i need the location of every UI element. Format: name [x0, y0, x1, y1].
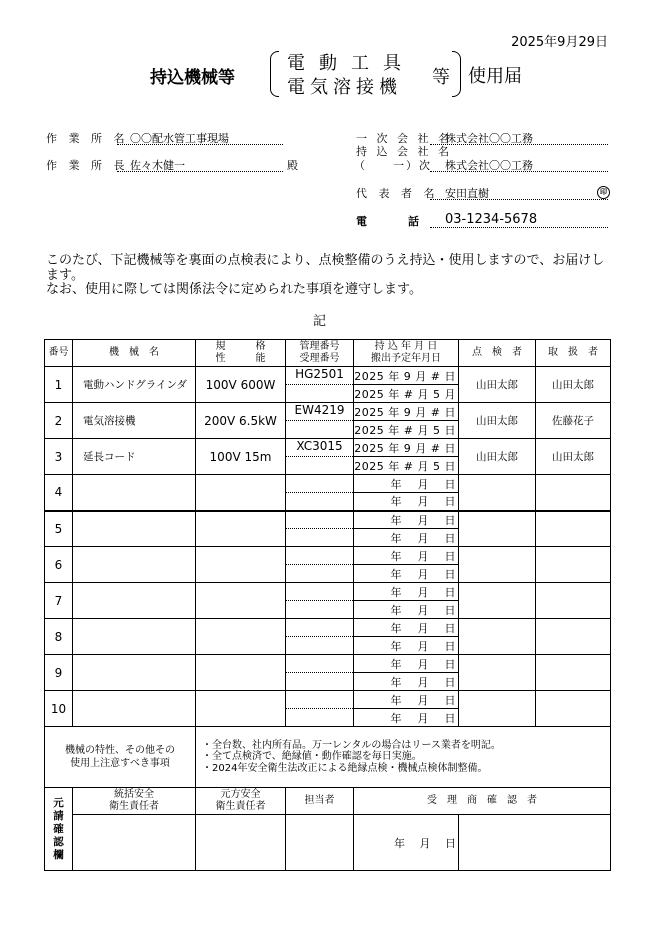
- spec-cell[interactable]: [196, 583, 286, 619]
- row-number: 3: [45, 439, 73, 475]
- site-name-label: 作 業 所 名: [46, 132, 129, 145]
- staff-cell[interactable]: [286, 815, 354, 871]
- receiver-date-cell[interactable]: 年 月 日: [354, 815, 459, 871]
- removal-date-cell[interactable]: 2025 年 # 月 5 日: [354, 457, 459, 475]
- row-number: 1: [45, 367, 73, 403]
- inspector-cell[interactable]: [459, 511, 536, 547]
- submission-date: 2025年9月29日: [511, 35, 608, 50]
- header-spec-line2: 性 能: [215, 353, 266, 364]
- header-name: 機 械 名: [73, 340, 196, 367]
- receipt-number-cell[interactable]: [286, 601, 354, 619]
- machine-name-cell[interactable]: 延長コード: [73, 439, 196, 475]
- statement: [46, 254, 611, 298]
- machine-name-cell[interactable]: [73, 655, 196, 691]
- handler-cell[interactable]: 山田太郎: [536, 439, 611, 475]
- header-spec: [196, 340, 286, 367]
- receipt-number-cell[interactable]: [286, 529, 354, 547]
- bringing-company-value[interactable]: 株式会社〇〇工務: [445, 159, 533, 172]
- spec-cell[interactable]: [196, 655, 286, 691]
- removal-date-cell[interactable]: 年 月 日: [354, 709, 459, 727]
- general-line1: 統括安全: [114, 789, 154, 800]
- bring-in-date-cell[interactable]: 年 月 日: [354, 655, 459, 673]
- prime-safety-manager-cell[interactable]: [196, 815, 286, 871]
- table-header-row: [45, 340, 611, 367]
- site-name-underline: [117, 144, 283, 145]
- removal-date-cell[interactable]: 年 月 日: [354, 601, 459, 619]
- primary-company-label: 一 次 会 社 名: [356, 132, 452, 145]
- bring-in-date-cell[interactable]: 2025 年 9 月 # 日: [354, 367, 459, 385]
- equipment-table: [44, 339, 611, 871]
- table-row: [45, 655, 611, 673]
- management-number-cell[interactable]: [286, 655, 354, 673]
- spec-cell[interactable]: [196, 547, 286, 583]
- statement-line2: なお、使用に際しては関係法令に定められた事項を遵守します。: [46, 282, 422, 297]
- bring-in-date-cell[interactable]: 年 月 日: [354, 547, 459, 565]
- confirm-header-row: [45, 788, 611, 815]
- primary-company-value[interactable]: 株式会社〇〇工務: [445, 132, 533, 145]
- site-manager-label: 作 業 所 長: [46, 159, 129, 172]
- prime-line1: 元方安全: [220, 789, 261, 800]
- row-number: 5: [45, 511, 73, 547]
- title-prefix: 持込機械等: [150, 68, 235, 88]
- notes-label-line2: 使用上注意すべき事項: [70, 758, 170, 769]
- row-number: 2: [45, 403, 73, 439]
- notes-label-line1: 機械の特性、その他その: [65, 745, 175, 756]
- phone-underline: [430, 227, 608, 228]
- prime-line2: 衛生責任者: [215, 801, 266, 812]
- machine-name-cell[interactable]: 電動ハンドグラインダ: [73, 367, 196, 403]
- bring-in-date-cell[interactable]: 年 月 日: [354, 619, 459, 637]
- staff-header: 担当者: [286, 788, 354, 815]
- site-name-value[interactable]: 〇〇配水管工事現場: [130, 132, 229, 145]
- row-number: 8: [45, 619, 73, 655]
- removal-date-cell[interactable]: 年 月 日: [354, 493, 459, 511]
- receipt-number-cell[interactable]: [286, 673, 354, 691]
- handler-cell[interactable]: [536, 547, 611, 583]
- inspector-cell[interactable]: [459, 583, 536, 619]
- receiver-header: 受 理 商 確 認 者: [354, 788, 611, 815]
- general-line2: 衛生責任者: [109, 801, 159, 812]
- receipt-number-cell[interactable]: [286, 493, 354, 511]
- table-row: [45, 691, 611, 709]
- receiver-signature-cell[interactable]: [459, 815, 611, 871]
- site-manager-value[interactable]: 佐々木健一: [130, 159, 185, 172]
- handler-cell[interactable]: [536, 511, 611, 547]
- table-row: [45, 475, 611, 493]
- inspector-cell[interactable]: [459, 547, 536, 583]
- inspector-cell[interactable]: [459, 691, 536, 727]
- header-mgmt-line1: 管理番号: [299, 341, 340, 352]
- row-number: 10: [45, 691, 73, 727]
- row-number: 7: [45, 583, 73, 619]
- handler-cell[interactable]: [536, 655, 611, 691]
- machine-name-cell[interactable]: [73, 547, 196, 583]
- inspector-cell[interactable]: 山田太郎: [459, 367, 536, 403]
- machine-name-cell[interactable]: [73, 691, 196, 727]
- table-row: [45, 583, 611, 601]
- table-row: [45, 511, 611, 529]
- header-no: 番号: [45, 340, 73, 367]
- header-handler: 取 扱 者: [536, 340, 611, 367]
- general-safety-manager-header: [73, 788, 196, 815]
- ki-heading: 記: [313, 314, 327, 329]
- handler-cell[interactable]: [536, 619, 611, 655]
- inspector-cell[interactable]: [459, 655, 536, 691]
- row-number: 4: [45, 475, 73, 511]
- management-number-cell[interactable]: EW4219: [286, 403, 354, 421]
- management-number-cell[interactable]: XC3015: [286, 439, 354, 457]
- spec-cell[interactable]: 100V 600W: [196, 367, 286, 403]
- phone-label: 電 話: [356, 215, 421, 228]
- removal-date-cell[interactable]: 年 月 日: [354, 637, 459, 655]
- row-number: 9: [45, 655, 73, 691]
- row-number: 6: [45, 547, 73, 583]
- table-row: [45, 619, 611, 637]
- left-bracket: [270, 51, 279, 97]
- removal-date-cell[interactable]: 年 月 日: [354, 673, 459, 691]
- honorific: 殿: [287, 159, 298, 172]
- bring-in-date-cell[interactable]: 2025 年 9 月 # 日: [354, 403, 459, 421]
- bring-in-date-cell[interactable]: 年 月 日: [354, 511, 459, 529]
- removal-date-cell[interactable]: 年 月 日: [354, 529, 459, 547]
- removal-date-cell[interactable]: 年 月 日: [354, 565, 459, 583]
- representative-underline: [430, 199, 608, 200]
- note-item: ・2024年安全衛生法改正による絶縁点検・機械点検体制整備。: [202, 762, 488, 774]
- header-mgmt: [286, 340, 354, 367]
- note-item: ・全台数、社内所有品。万一レンタルの場合はリース業者を明記。: [202, 739, 501, 751]
- handler-cell[interactable]: 山田太郎: [536, 367, 611, 403]
- management-number-cell[interactable]: [286, 691, 354, 709]
- notes-content[interactable]: [196, 727, 611, 788]
- seal-icon: 印: [597, 186, 610, 199]
- site-manager-underline: [117, 171, 283, 172]
- machine-name-cell[interactable]: [73, 511, 196, 547]
- machine-name-cell[interactable]: [73, 475, 196, 511]
- header-mgmt-line2: 受理番号: [299, 353, 340, 364]
- representative-label: 代 表 者 名: [356, 187, 439, 200]
- inspector-cell[interactable]: 山田太郎: [459, 439, 536, 475]
- management-number-cell[interactable]: HG2501: [286, 367, 354, 385]
- bring-in-date-cell[interactable]: 2025 年 9 月 # 日: [354, 439, 459, 457]
- right-bracket: [452, 51, 461, 97]
- receipt-number-cell[interactable]: [286, 565, 354, 583]
- prime-safety-manager-header: [196, 788, 286, 815]
- confirm-section-label: 元請確認欄: [53, 796, 64, 861]
- management-number-cell[interactable]: [286, 547, 354, 565]
- table-row: [45, 367, 611, 385]
- note-item: ・全て点検済で、絶縁値・動作確認を毎日実施。: [202, 751, 422, 763]
- title-tou: 等: [432, 67, 450, 88]
- general-safety-manager-cell[interactable]: [73, 815, 196, 871]
- removal-date-cell[interactable]: 2025 年 # 月 5 日: [354, 421, 459, 439]
- spec-cell[interactable]: 200V 6.5kW: [196, 403, 286, 439]
- receipt-number-cell[interactable]: [286, 457, 354, 475]
- inspector-cell[interactable]: [459, 619, 536, 655]
- inspector-cell[interactable]: 山田太郎: [459, 403, 536, 439]
- management-number-cell[interactable]: [286, 619, 354, 637]
- title-stack-line1: 電動工具: [287, 53, 415, 74]
- management-number-cell[interactable]: [286, 475, 354, 493]
- spec-cell[interactable]: [196, 619, 286, 655]
- representative-value[interactable]: 安田直樹: [445, 187, 489, 200]
- handler-cell[interactable]: [536, 583, 611, 619]
- handler-cell[interactable]: [536, 475, 611, 511]
- notes-label: [45, 727, 196, 788]
- spec-cell[interactable]: [196, 691, 286, 727]
- bringing-company-label-line1: 持 込 会 社 名: [356, 145, 452, 158]
- receipt-number-cell[interactable]: [286, 421, 354, 439]
- spec-cell[interactable]: [196, 511, 286, 547]
- confirm-content-row: [45, 815, 611, 871]
- header-date: [354, 340, 459, 367]
- statement-line1: このたび、下記機械等を裏面の点検表により、点検整備のうえ持込・使用しますので、お届けします。: [46, 253, 605, 283]
- machine-name-cell[interactable]: [73, 619, 196, 655]
- inspector-cell[interactable]: [459, 475, 536, 511]
- bring-in-date-cell[interactable]: 年 月 日: [354, 583, 459, 601]
- removal-date-cell[interactable]: 2025 年 # 月 5 月: [354, 385, 459, 403]
- title-suffix: 使用届: [468, 66, 522, 87]
- bring-in-date-cell[interactable]: 年 月 日: [354, 475, 459, 493]
- receipt-number-cell[interactable]: [286, 385, 354, 403]
- header-inspector: 点 検 者: [459, 340, 536, 367]
- header-date-line1: 持 込 年 月 日: [374, 341, 438, 352]
- handler-cell[interactable]: 佐藤花子: [536, 403, 611, 439]
- machine-name-cell[interactable]: [73, 583, 196, 619]
- table-row: [45, 403, 611, 421]
- receipt-number-cell[interactable]: [286, 637, 354, 655]
- management-number-cell[interactable]: [286, 583, 354, 601]
- bring-in-date-cell[interactable]: 年 月 日: [354, 691, 459, 709]
- bringing-company-label-line2: （ 一）次: [354, 159, 432, 172]
- notes-row: [45, 727, 611, 788]
- primary-company-underline: [430, 144, 608, 145]
- spec-cell[interactable]: 100V 15m: [196, 439, 286, 475]
- management-number-cell[interactable]: [286, 511, 354, 529]
- table-row: [45, 439, 611, 457]
- machine-name-cell[interactable]: 電気溶接機: [73, 403, 196, 439]
- header-spec-line1: 規 格: [215, 341, 266, 352]
- confirm-section-cell: [45, 788, 73, 871]
- phone-value[interactable]: 03-1234-5678: [445, 212, 538, 227]
- header-date-line2: 搬出予定年月日: [371, 353, 441, 364]
- bringing-company-underline: [430, 171, 608, 172]
- spec-cell[interactable]: [196, 475, 286, 511]
- title-stack-line2: 電気溶接機: [287, 77, 402, 98]
- handler-cell[interactable]: [536, 691, 611, 727]
- table-row: [45, 547, 611, 565]
- receipt-number-cell[interactable]: [286, 709, 354, 727]
